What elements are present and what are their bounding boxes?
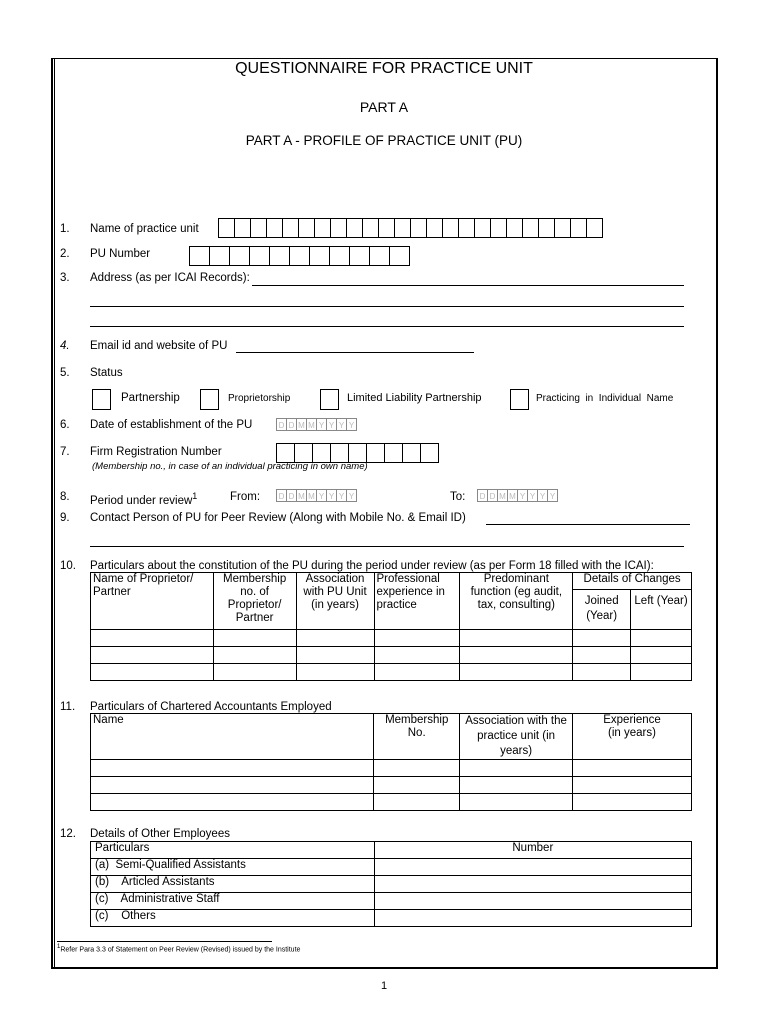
header-number: Number bbox=[374, 842, 691, 859]
row-others: (c) Others bbox=[91, 910, 375, 927]
period-to-input[interactable]: D D M M Y Y Y Y bbox=[478, 489, 558, 502]
table-row bbox=[91, 777, 692, 794]
constitution-title: Particulars about the constitution of the PU during the period under review (as per Form 18 filled with the ICAI): bbox=[90, 560, 654, 572]
header-experience: Professional experience in practice bbox=[374, 573, 460, 630]
header-name-partner: Name of Proprietor/ Partner bbox=[91, 573, 214, 630]
address-line-3[interactable] bbox=[90, 326, 684, 327]
period-label bbox=[90, 491, 197, 507]
field-number: 5. bbox=[60, 367, 70, 379]
period-from-input[interactable]: D D M M Y Y Y Y bbox=[277, 489, 357, 502]
table-row bbox=[91, 794, 692, 811]
field-number: 3. bbox=[60, 272, 70, 284]
row-semi-qualified: (a) Semi-Qualified Assistants bbox=[91, 859, 375, 876]
firm-registration-label: Firm Registration Number bbox=[90, 446, 222, 458]
individual-name-checkbox[interactable] bbox=[510, 389, 529, 410]
part-subtitle: PART A - PROFILE OF PRACTICE UNIT (PU) bbox=[245, 133, 523, 148]
contact-person-input[interactable] bbox=[486, 524, 690, 525]
field-number: 11. bbox=[60, 701, 76, 713]
contact-person-line-2[interactable] bbox=[90, 546, 684, 547]
footnote-ref: 1 bbox=[192, 491, 198, 501]
form-title: QUESTIONNAIRE FOR PRACTICE UNIT bbox=[235, 60, 533, 77]
other-employees-table bbox=[90, 841, 692, 927]
email-website-label: Email id and website of PU bbox=[90, 340, 228, 352]
header-changes: Details of Changes bbox=[573, 573, 692, 590]
part-label: PART A bbox=[359, 99, 409, 115]
header-ca-experience: Experience (in years) bbox=[573, 714, 692, 760]
field-number: 9. bbox=[60, 512, 70, 524]
membership-note: (Membership no., in case of an individual practicing in own name) bbox=[92, 461, 368, 472]
individual-name-label: Practicing in Individual Name bbox=[536, 393, 674, 404]
table-row bbox=[91, 664, 692, 681]
field-number: 1. bbox=[60, 223, 70, 235]
practice-unit-name-input[interactable] bbox=[219, 218, 603, 238]
header-ca-membership: Membership No. bbox=[374, 714, 460, 760]
ca-employed-title: Particulars of Chartered Accountants Employed bbox=[90, 701, 332, 713]
status-label: Status bbox=[90, 367, 123, 379]
table-row bbox=[91, 876, 692, 893]
footnote-text: Refer Para 3.3 of Statement on Peer Review (Revised) issued by the Institute bbox=[60, 946, 301, 954]
row-admin-staff: (c) Administrative Staff bbox=[91, 893, 375, 910]
address-line-1[interactable] bbox=[252, 285, 684, 286]
table-row bbox=[91, 630, 692, 647]
header-ca-name: Name bbox=[91, 714, 374, 760]
partnership-label: Partnership bbox=[121, 392, 180, 404]
header-left: Left (Year) bbox=[631, 590, 692, 630]
table-row bbox=[91, 910, 692, 927]
header-particulars: Particulars bbox=[91, 842, 375, 859]
llp-label: Limited Liability Partnership bbox=[347, 392, 482, 404]
field-number: 7. bbox=[60, 446, 70, 458]
footnote-divider bbox=[57, 941, 272, 942]
from-label: From: bbox=[230, 491, 261, 503]
page-number: 1 bbox=[380, 980, 388, 992]
period-review-text: Period under review bbox=[90, 494, 193, 507]
ca-employed-table bbox=[90, 713, 692, 811]
header-joined: Joined (Year) bbox=[573, 590, 631, 630]
field-number: 2. bbox=[60, 248, 70, 260]
table-row bbox=[91, 859, 692, 876]
header-ca-association: Association with the practice unit (in years) bbox=[460, 714, 573, 760]
header-membership: Membership no. of Proprietor/ Partner bbox=[213, 573, 296, 630]
address-label: Address (as per ICAI Records): bbox=[90, 272, 250, 284]
footnote-mark: 1 bbox=[57, 944, 61, 950]
email-website-input[interactable] bbox=[236, 352, 474, 353]
constitution-table bbox=[90, 572, 692, 681]
field-number: 4. bbox=[60, 340, 70, 352]
field-number: 8. bbox=[60, 491, 70, 503]
field-number: 12. bbox=[60, 828, 76, 840]
proprietorship-checkbox[interactable] bbox=[200, 389, 219, 410]
table-row bbox=[91, 647, 692, 664]
partnership-checkbox[interactable] bbox=[92, 389, 111, 410]
pu-number-label: PU Number bbox=[90, 248, 151, 260]
llp-checkbox[interactable] bbox=[320, 389, 339, 410]
table-row bbox=[91, 760, 692, 777]
pu-number-input[interactable] bbox=[190, 246, 410, 266]
row-articled: (b) Articled Assistants bbox=[91, 876, 375, 893]
establishment-date-label: Date of establishment of the PU bbox=[90, 419, 253, 431]
contact-person-label: Contact Person of PU for Peer Review (Along with Mobile No. & Email ID) bbox=[90, 512, 466, 524]
footnote bbox=[57, 944, 300, 953]
page-frame-inner bbox=[54, 58, 55, 968]
table-row bbox=[91, 893, 692, 910]
establishment-date-input[interactable]: D D M M Y Y Y Y bbox=[277, 418, 357, 431]
proprietorship-label: Proprietorship bbox=[228, 393, 291, 404]
other-employees-title: Details of Other Employees bbox=[90, 828, 230, 840]
header-association: Association with PU Unit (in years) bbox=[296, 573, 374, 630]
to-label: To: bbox=[450, 491, 466, 503]
field-number: 6. bbox=[60, 419, 70, 431]
firm-registration-input[interactable] bbox=[277, 443, 439, 463]
header-function: Predominant function (eg audit, tax, consulting) bbox=[460, 573, 573, 630]
practice-unit-name-label: Name of practice unit bbox=[90, 223, 199, 235]
field-number: 10. bbox=[60, 560, 76, 572]
address-line-2[interactable] bbox=[90, 306, 684, 307]
